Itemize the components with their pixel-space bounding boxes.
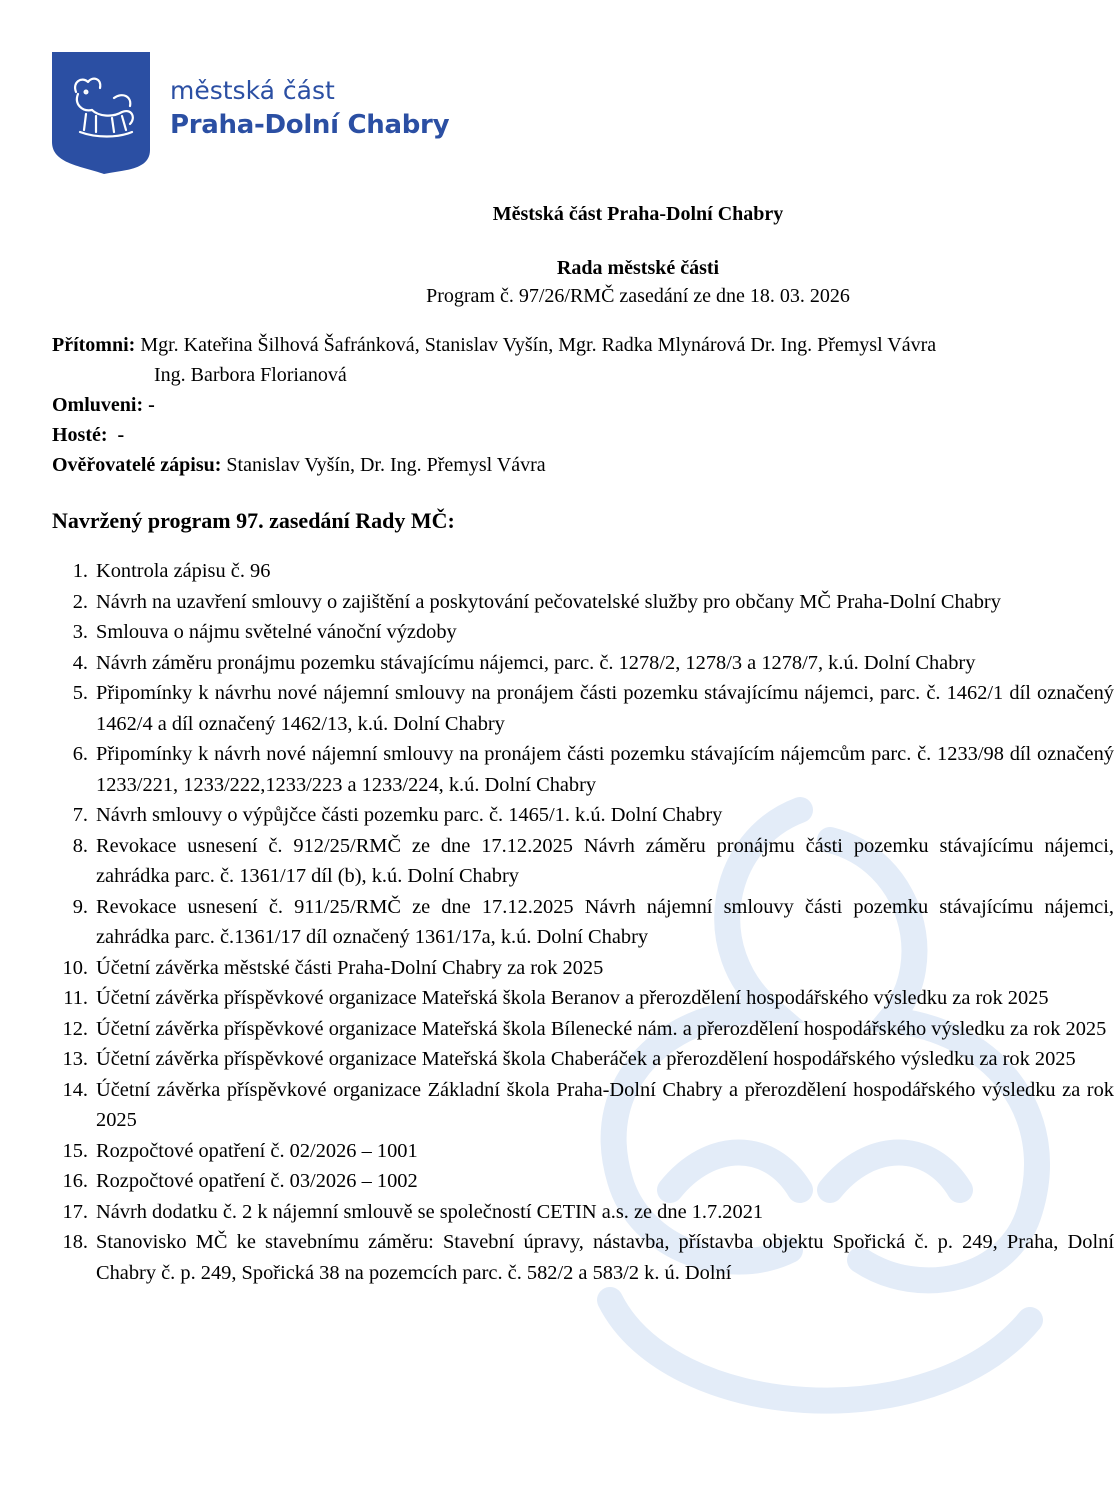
agenda-title: Navržený program 97. zasedání Rady MČ:: [52, 508, 455, 533]
agenda-list: [52, 556, 1114, 1288]
agenda-item-number: 7.: [72, 804, 88, 826]
organization-heading: Městská část Praha-Dolní Chabry: [492, 203, 784, 225]
agenda-item-number: 11.: [63, 987, 88, 1009]
council-heading: Rada městské části: [556, 257, 720, 279]
program-heading: Program č. 97/26/RMČ zasedání ze dne 18. 03. 2026: [426, 285, 850, 307]
agenda-item-number: 13.: [62, 1048, 88, 1070]
agenda-item-text: Kontrola zápisu č. 96: [96, 560, 271, 582]
verifiers-label: Ověřovatelé zápisu:: [52, 454, 222, 476]
agenda-item-number: 2.: [72, 590, 88, 613]
agenda-item: [52, 1075, 1114, 1136]
agenda-item-number: 15.: [62, 1139, 88, 1162]
agenda-item: [52, 1014, 1114, 1045]
agenda-item: [52, 831, 1114, 892]
present-label: Přítomni:: [52, 334, 136, 356]
agenda-item-text: Návrh smlouvy o výpůjčce části pozemku parc. č. 1465/1. k.ú. Dolní Chabry: [96, 804, 723, 826]
agenda-item: [52, 983, 1114, 1014]
agenda-item: [52, 1227, 1114, 1288]
agenda-item-number: 1.: [72, 560, 88, 582]
agenda-item-number: 12.: [62, 1017, 88, 1040]
agenda-item: [52, 648, 1114, 679]
agenda-item-text: Připomínky k návrh nové nájemní smlouvy na pronájem části pozemku stávajícím nájemcům parc. č. 1233/98 díl označený 1233/221, 1233/222,1233/223 a 1233/224, k.ú. Dolní Chabry: [96, 743, 1114, 796]
agenda-item-text: Účetní závěrka příspěvkové organizace Mateřská škola Bílenecké nám. a přerozdělení hospodářského výsledku za rok 2025: [96, 1017, 1107, 1040]
excused-line: Omluveni: -: [52, 394, 155, 416]
agenda-item: [52, 556, 1114, 587]
agenda-item-number: 5.: [72, 682, 88, 704]
agenda-item-number: 16.: [62, 1170, 88, 1192]
agenda-item-number: 6.: [72, 743, 88, 765]
agenda-item-text: Návrh dodatku č. 2 k nájemní smlouvě se společností CETIN a.s. ze dne 1.7.2021: [96, 1200, 764, 1223]
agenda-item-number: 9.: [72, 895, 88, 918]
agenda-item-text: Rozpočtové opatření č. 02/2026 – 1001: [96, 1139, 418, 1162]
agenda-item: [52, 1044, 1114, 1075]
present-names: Mgr. Kateřina Šilhová Šafránková, Stanislav Vyšín, Mgr. Radka Mlynárová Dr. Ing. Přemysl Vávra: [140, 334, 937, 356]
agenda-item-number: 4.: [72, 651, 88, 674]
verifiers-names: Stanislav Vyšín, Dr. Ing. Přemysl Vávra: [226, 454, 546, 476]
agenda-item: [52, 1136, 1114, 1167]
shield-lamb-icon: [52, 52, 150, 174]
agenda-item-text: Návrh na uzavření smlouvy o zajištění a poskytování pečovatelské služby pro občany MČ Praha-Dolní Chabry: [96, 590, 1001, 613]
guests-line: Hosté: -: [52, 424, 125, 446]
agenda-item-number: 3.: [72, 621, 88, 643]
agenda-item-text: Připomínky k návrhu nové nájemní smlouvy na pronájem části pozemku stávajícímu nájemci, parc. č. 1462/1 díl označený 1462/4 a díl označený 1462/13, k.ú. Dolní Chabry: [96, 682, 1114, 735]
logo-text-line1: městská část: [170, 76, 335, 105]
agenda-item: [52, 587, 1114, 618]
agenda-item-number: 8.: [72, 834, 88, 857]
agenda-item-text: Účetní závěrka příspěvkové organizace Mateřská škola Chaberáček a přerozdělení hospodářského výsledku za rok 2025: [96, 1048, 1076, 1070]
agenda-item-number: 17.: [62, 1200, 88, 1223]
agenda-item-text: Účetní závěrka městské části Praha-Dolní Chabry za rok 2025: [96, 956, 604, 979]
agenda-item: [52, 1166, 1114, 1197]
attendance-block: [52, 330, 1114, 480]
present-row: [52, 330, 1114, 360]
agenda-item: [52, 800, 1114, 831]
agenda-item: [52, 953, 1114, 984]
document-body: [52, 200, 1114, 1288]
agenda-item-number: 14.: [62, 1078, 88, 1101]
agenda-item-text: Revokace usnesení č. 912/25/RMČ ze dne 17.12.2025 Návrh záměru pronájmu části pozemku stávajícímu nájemci, zahrádka parc. č. 1361/17 díl (b), k.ú. Dolní Chabry: [96, 834, 1114, 887]
present-names-continued: Ing. Barbora Florianová: [154, 364, 347, 386]
agenda-item: [52, 892, 1114, 953]
agenda-item-text: Smlouva o nájmu světelné vánoční výzdoby: [96, 621, 457, 643]
agenda-item-text: Návrh záměru pronájmu pozemku stávajícímu nájemci, parc. č. 1278/2, 1278/3 a 1278/7, k.ú. Dolní Chabry: [96, 651, 976, 674]
agenda-item-text: Rozpočtové opatření č. 03/2026 – 1002: [96, 1170, 418, 1192]
agenda-item-number: 10.: [62, 956, 88, 979]
agenda-item-text: Stanovisko MČ ke stavebnímu záměru: Stavební úpravy, nástavba, přístavba objektu Spořická č. p. 249, Praha, Dolní Chabry č. p. 249, Spořická 38 na pozemcích parc. č. 582/2 a 583/2 k. ú. Dolní: [96, 1231, 1114, 1284]
agenda-item: [52, 739, 1114, 800]
agenda-item-text: Účetní závěrka příspěvkové organizace Mateřská škola Beranov a přerozdělení hospodářského výsledku za rok 2025: [96, 987, 1049, 1009]
logo-text-line2: Praha-Dolní Chabry: [170, 110, 450, 140]
agenda-item-number: 18.: [62, 1231, 88, 1253]
agenda-item: [52, 617, 1114, 648]
agenda-item: [52, 678, 1114, 739]
verifiers-row: [52, 450, 1114, 480]
agenda-item: [52, 1197, 1114, 1228]
agenda-item-text: Revokace usnesení č. 911/25/RMČ ze dne 17.12.2025 Návrh nájemní smlouvy části pozemku stávajícímu nájemci, zahrádka parc. č.1361/17 díl označený 1361/17a, k.ú. Dolní Chabry: [96, 895, 1114, 948]
agenda-item-text: Účetní závěrka příspěvkové organizace Základní škola Praha-Dolní Chabry a přerozdělení hospodářského výsledku za rok 2025: [96, 1078, 1114, 1131]
